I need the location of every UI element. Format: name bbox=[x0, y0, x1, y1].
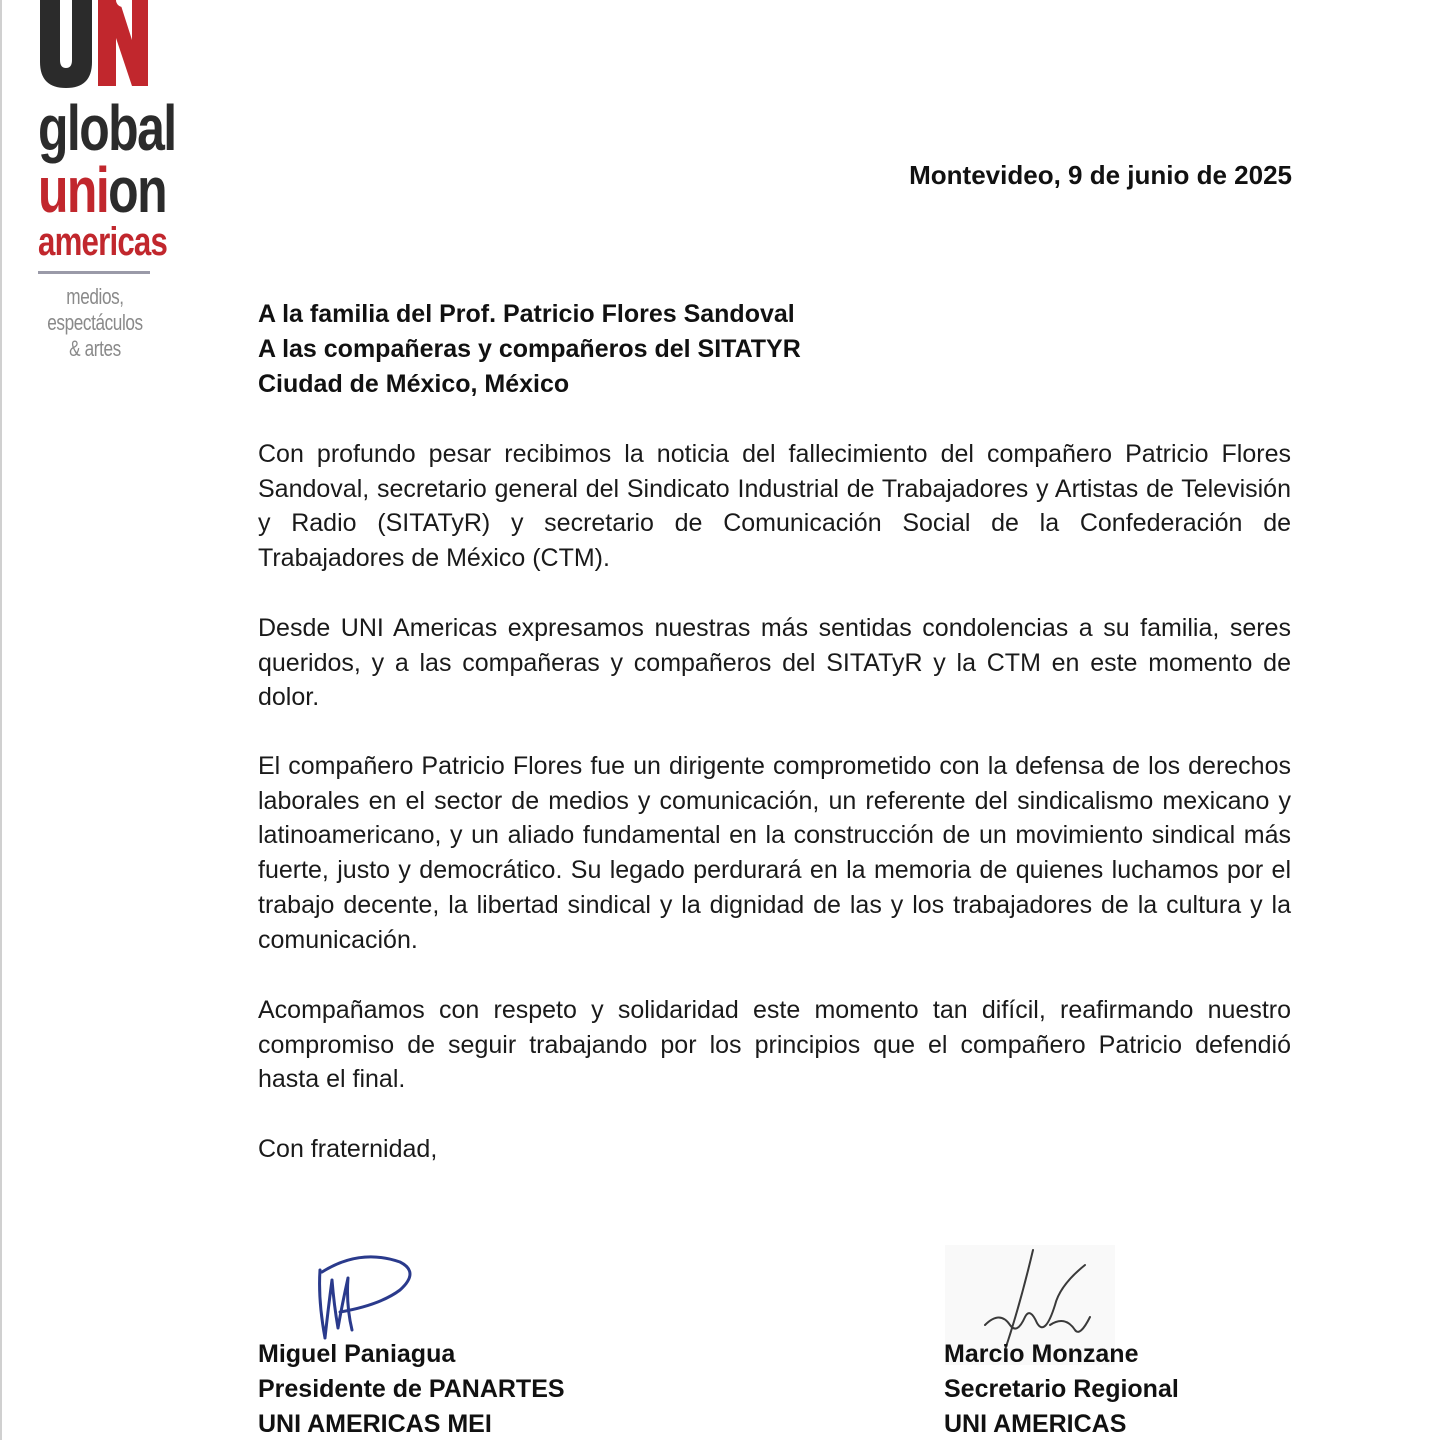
signatory-name: Miguel Paniagua bbox=[258, 1340, 456, 1368]
logo-word-global: global bbox=[38, 92, 176, 164]
letter-date: Montevideo, 9 de junio de 2025 bbox=[909, 160, 1292, 190]
logo-sector-line: & artes bbox=[69, 336, 121, 361]
uni-logo-mark bbox=[36, 0, 156, 90]
signatory-title: Presidente de PANARTES bbox=[258, 1375, 565, 1403]
logo-word-union bbox=[38, 154, 167, 226]
recipients-block bbox=[258, 297, 1298, 402]
signatory-name: Marcio Monzane bbox=[944, 1340, 1139, 1368]
signatory-right bbox=[944, 1337, 1179, 1440]
recipient-line: Ciudad de México, México bbox=[258, 370, 570, 398]
recipient-line: A las compañeras y compañeros del SITATYR bbox=[258, 335, 801, 363]
body-paragraph: Desde UNI Americas expresamos nuestras más sentidas condolencias a su familia, seres queridos, y a las compañeras y compañeros del SITATyR y la CTM en este momento de dolor. bbox=[258, 614, 1291, 712]
logo-word-union-dark: on bbox=[108, 154, 167, 226]
body-paragraph: Acompañamos con respeto y solidaridad este momento tan difícil, reafirmando nuestro compromiso de seguir trabajando por los principios que el compañero Patricio defendió hasta el final. bbox=[258, 996, 1291, 1094]
signatory-organization: UNI AMERICAS MEI bbox=[258, 1410, 492, 1438]
logo-sector-line: medios, bbox=[66, 284, 124, 309]
body-paragraph: El compañero Patricio Flores fue un dirigente comprometido con la defensa de los derechos laborales en el sector de medios y comunicación, un referente del sindicalismo mexicano y latinoamericano, y un aliado fundamental en la construcción de un movimiento sindical más fuerte, justo y democrático. Su legado perdurará en la memoria de quienes luchamos por el trabajo decente, la libertad sindical y la dignidad de las y los trabajadores de la cultura y la comunicación. bbox=[258, 752, 1291, 954]
uni-global-union-americas-logo bbox=[30, 0, 176, 370]
logo-word-union-red: uni bbox=[38, 154, 109, 226]
signatory-left bbox=[258, 1337, 565, 1440]
page-edge-line bbox=[0, 0, 2, 1440]
signatory-title: Secretario Regional bbox=[944, 1375, 1179, 1403]
closing-line: Con fraternidad, bbox=[258, 1135, 438, 1163]
logo-sector-line: espectáculos bbox=[47, 310, 143, 335]
body-paragraph: Con profundo pesar recibimos la noticia del fallecimiento del compañero Patricio Flores Sandoval, secretario general del Sindicato Industrial de Trabajadores y Artistas de Televisión y Radio (SITATyR) y secretario de Comunicación Social de la Confederación de Trabajadores de México (CTM). bbox=[258, 440, 1291, 573]
logo-divider bbox=[38, 271, 150, 274]
signatory-organization: UNI AMERICAS bbox=[944, 1410, 1127, 1438]
logo-word-americas: americas bbox=[38, 220, 168, 264]
logo-sector-text bbox=[30, 284, 160, 362]
recipient-line: A la familia del Prof. Patricio Flores Sandoval bbox=[258, 300, 795, 328]
